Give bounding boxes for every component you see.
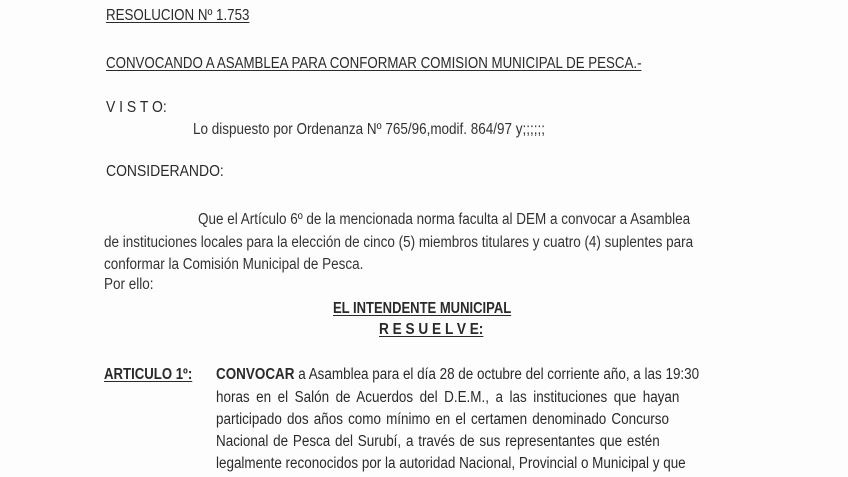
articulo-1-label bbox=[104, 366, 208, 384]
considerando-line-2 bbox=[104, 234, 781, 252]
considerando-line-2-text: de instituciones locales para la elección de cinco (5) miembros titulares y cuatro (4) suplentes para bbox=[104, 234, 694, 251]
articulo-1-line-1 bbox=[216, 366, 773, 384]
visto-text bbox=[193, 121, 598, 139]
visto-heading-text: V I S T O: bbox=[106, 99, 167, 116]
articulo-1-line-3 bbox=[216, 411, 738, 429]
resuelve-heading-text: R E S U E L V E: bbox=[379, 321, 484, 338]
resolution-number-text: RESOLUCION Nº 1.753 bbox=[106, 7, 250, 24]
articulo-1-line-1-text: a Asamblea para el día 28 de octubre del corriente año, a las 19:30 bbox=[298, 366, 700, 383]
authority-heading-text: EL INTENDENTE MUNICIPAL bbox=[333, 300, 512, 317]
considerando-line-3-text: conformar la Comisión Municipal de Pesca. bbox=[104, 256, 364, 273]
resuelve-heading bbox=[379, 321, 498, 339]
articulo-1-line-3-text: participado dos años como mínimo en el certamen denominado Concurso bbox=[216, 411, 669, 428]
considerando-line-1 bbox=[198, 211, 764, 229]
articulo-1-line-2-text: horas en el Salón de Acuerdos del D.E.M., a las instituciones que hayan bbox=[216, 389, 680, 406]
articulo-1-line-5-text: legalmente reconocidos por la autoridad Nacional, Provincial o Municipal y que bbox=[216, 455, 686, 472]
resolution-subject-text: CONVOCANDO A ASAMBLEA PARA CONFORMAR COMISION MUNICIPAL DE PESCA.- bbox=[106, 55, 642, 72]
considerando-heading-text: CONSIDERANDO: bbox=[106, 163, 224, 180]
resolution-subject bbox=[106, 55, 730, 73]
considerando-heading bbox=[106, 163, 237, 181]
articulo-1-line-5 bbox=[216, 455, 757, 473]
visto-text-content: Lo dispuesto por Ordenanza Nº 765/96,modif. 864/97 y;;;;;; bbox=[193, 121, 546, 138]
articulo-1-line-2 bbox=[216, 389, 750, 407]
considerando-line-3 bbox=[104, 256, 402, 274]
resolution-number bbox=[106, 7, 273, 25]
visto-heading bbox=[106, 99, 173, 117]
articulo-1-line-4 bbox=[216, 433, 727, 451]
por-ello bbox=[104, 276, 161, 294]
considerando-line-1-text: Que el Artículo 6º de la mencionada norma faculta al DEM a convocar a Asamblea bbox=[198, 211, 691, 228]
articulo-1-line-4-text: Nacional de Pesca del Surubí, a través de sus representantes que estén bbox=[216, 433, 660, 450]
por-ello-text: Por ello: bbox=[104, 276, 154, 293]
articulo-1-keyword: CONVOCAR bbox=[216, 366, 295, 383]
authority-heading bbox=[333, 300, 545, 318]
articulo-1-label-text: ARTICULO 1º: bbox=[104, 366, 193, 383]
